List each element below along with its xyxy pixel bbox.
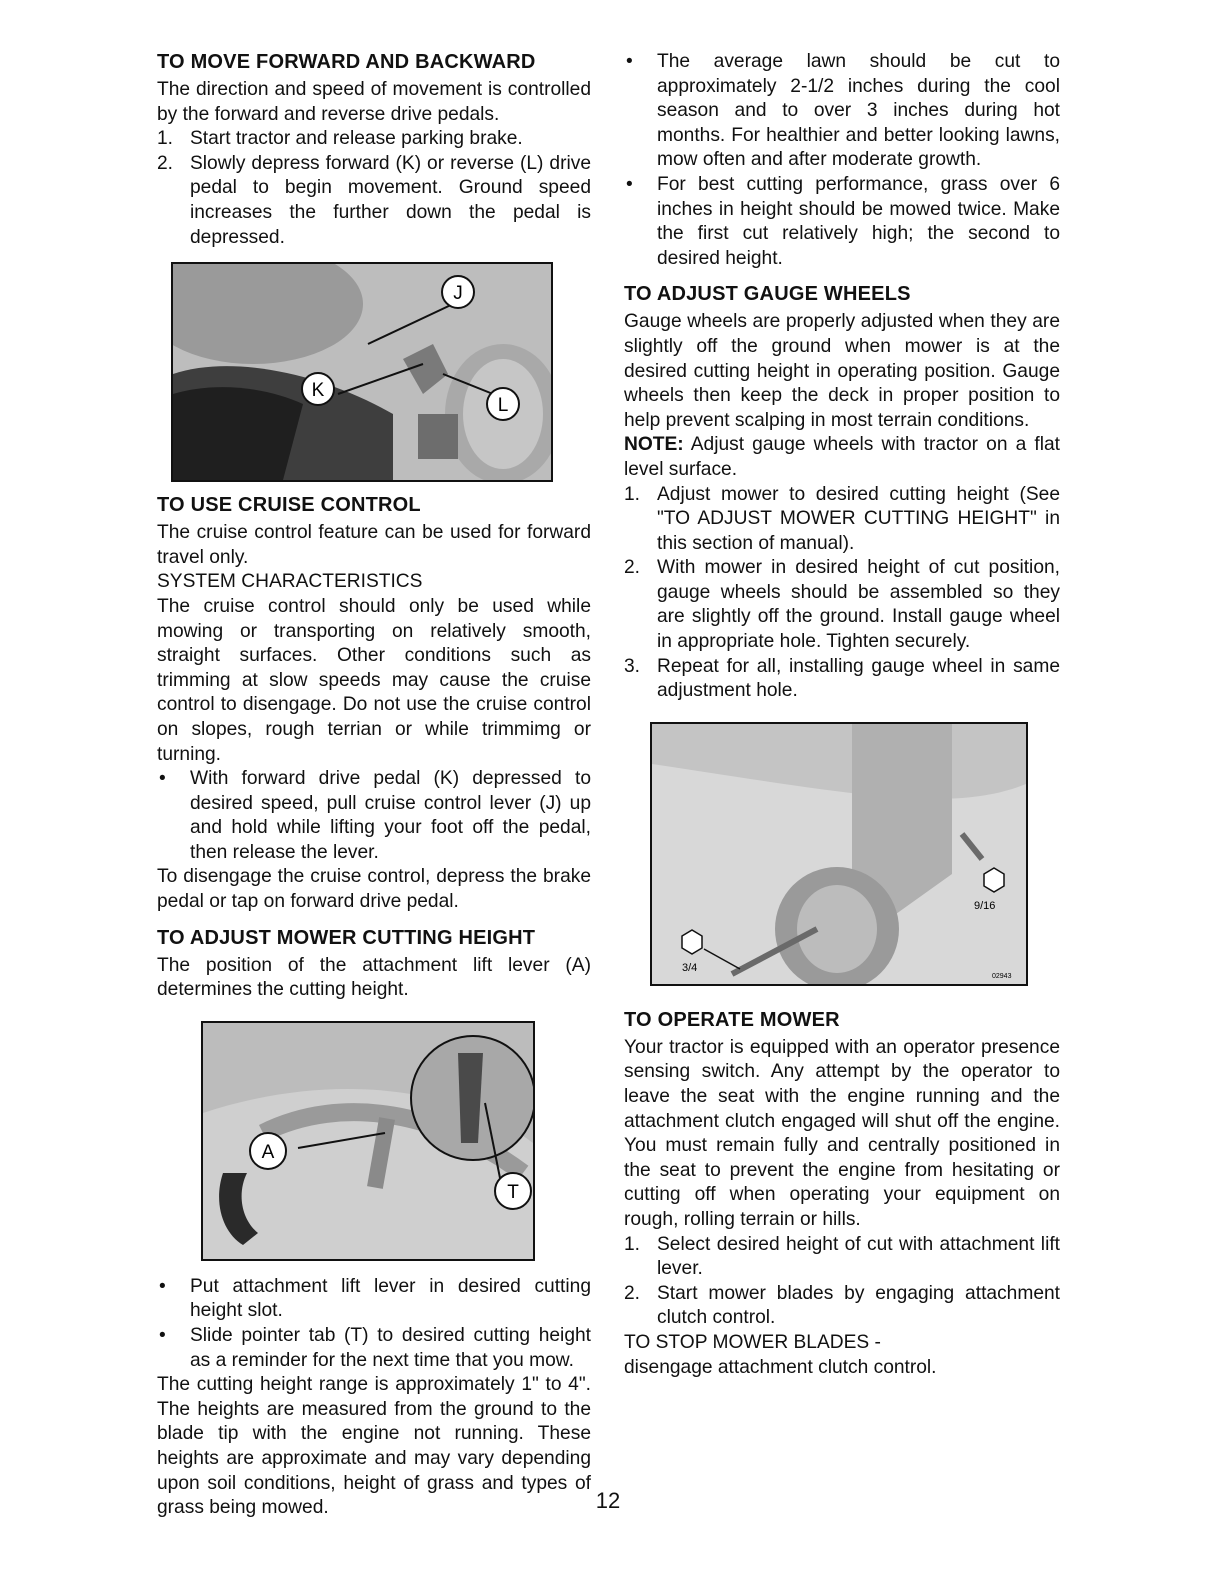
move-heading: TO MOVE FORWARD AND BACKWARD [157,51,536,73]
height-bullet: • Put attachment lift lever in desired cutting height slot. [159,1275,591,1322]
gauge-step [624,655,1060,704]
cruise-body: The cruise control should only be used while mowing or transporting on relatively smooth, straight surfaces. Other conditions such as trimming at slow speeds may cause the cruise control to disengage. Do not use the cruise control on slopes, rough terrian or while trimmimg or turning. [157,595,591,765]
gauge-steps [624,483,1060,704]
height-intro: The position of the attachment lift lever (A) determines the cutting height. [157,954,591,1001]
operate-step [624,1233,1060,1282]
callout-9-16-label: 9/16 [974,899,996,912]
step-number: 1. [157,128,174,150]
step-number: 1. [624,1233,641,1255]
callout-k-label: K [311,380,325,402]
gauge-intro: Gauge wheels are properly adjusted when they are slightly off the ground when mower is at the desired cutting height in operating position. Gauge wheels then keep the deck in proper position to help prevent scalping in most terrain conditions. [624,311,1060,431]
gauge-wheel-figure [650,722,1028,986]
drive-pedals-figure [171,262,553,482]
cruise-closing: To disengage the cruise control, depress the brake pedal or tap on forward drive pedal. [157,866,591,913]
bullet-mark: • [159,768,166,790]
bullet-mark: • [626,51,633,72]
gauge-step [624,556,1060,654]
lawn-bullet: • The average lawn should be cut to approximately 2-1/2 inches during the cool season and to over 3 inches during hot months. For healthier and better looking lawns, mow often and after moderate growth. [626,51,1060,171]
callout-3-4-label: 3/4 [682,961,698,974]
move-step [157,152,591,250]
operate-heading: TO OPERATE MOWER [624,1008,840,1031]
callout-a-label: A [261,1141,275,1163]
operate-intro: Your tractor is equipped with an operator presence sensing switch. Any attempt by the operator to leave the seat with the engine running and the attachment clutch engaged will shut off the engine. You must remain fully and centrally positioned in the seat to prevent the engine from hesitating or cutting off when operating your equipment on rough, rolling terrain or hills. [624,1036,1060,1230]
height-closing: The cutting height range is approximately 1" to 4". The heights are measured from the ground to the blade tip with the engine not running. These heights are approximate and may vary depending upon soil conditions, height of grass and types of grass being mowed. [157,1374,591,1519]
right-column [624,50,1060,1380]
figure-code: 02943 [992,972,1012,980]
step-text: Start tractor and release parking brake. [190,128,523,150]
left-column [157,50,591,1521]
move-intro: The direction and speed of movement is controlled by the forward and reverse drive pedals. [157,79,591,125]
page-number: 12 [595,1488,621,1513]
gauge-step [624,483,1060,557]
step-number: 2. [157,152,174,174]
stop-text: disengage attachment clutch control. [624,1356,937,1378]
callout-j-label: J [453,283,463,305]
step-number: 3. [624,655,641,677]
move-step [157,127,591,152]
move-steps [157,127,591,250]
bullet-mark: • [159,1275,166,1297]
operate-steps [624,1233,1060,1331]
note-text: Adjust gauge wheels with tractor on a flat level surface. [624,434,1060,480]
cruise-heading: TO USE CRUISE CONTROL [157,494,421,517]
step-text: Adjust mower to desired cutting height (See "TO ADJUST MOWER CUTTING HEIGHT" in this section of manual). [657,483,1060,554]
cruise-bullet: • With forward drive pedal (K) depressed to desired speed, pull cruise control lever (J) up and hold while lifting your foot off the pedal, then release the lever. [159,768,591,863]
height-bullets [157,1275,591,1373]
step-text: Start mower blades by engaging attachment clutch control. [657,1282,1060,1329]
callout-l-label: L [497,395,509,417]
step-number: 1. [624,483,641,505]
note-label: NOTE: [624,434,684,456]
callout-t-label: T [507,1181,519,1203]
height-bullet: • Slide pointer tab (T) to desired cutting height as a reminder for the next time that you mow. [159,1325,591,1371]
gauge-heading: TO ADJUST GAUGE WHEELS [624,283,911,306]
lawn-bullets [624,50,1060,271]
cruise-subheading: SYSTEM CHARACTERISTICS [157,571,423,593]
cruise-bullets [157,767,591,865]
step-number: 2. [624,1282,641,1304]
lawn-bullet: • For best cutting performance, grass over 6 inches in height should be mowed twice. Make the first cut relatively high; the second to desired height. [626,173,1060,269]
cruise-intro: The cruise control feature can be used for forward travel only. [157,522,591,568]
step-text: Select desired height of cut with attachment lift lever. [657,1233,1060,1280]
step-text: With mower in desired height of cut position, gauge wheels should be assembled so they are slightly off the ground. Install gauge wheel in appropriate hole. Tighten securely. [657,557,1060,653]
step-number: 2. [624,557,641,579]
step-text: Repeat for all, installing gauge wheel in same adjustment hole. [657,655,1060,702]
lift-lever-figure [201,1021,535,1261]
bullet-mark: • [626,173,633,195]
step-text: Slowly depress forward (K) or reverse (L) drive pedal to begin movement. Ground speed increases the further down the pedal is depressed. [190,152,591,248]
operate-step [624,1282,1060,1331]
gauge-note [624,433,1060,482]
height-heading: TO ADJUST MOWER CUTTING HEIGHT [157,926,536,949]
stop-heading: TO STOP MOWER BLADES - [624,1331,881,1353]
bullet-mark: • [159,1325,166,1347]
